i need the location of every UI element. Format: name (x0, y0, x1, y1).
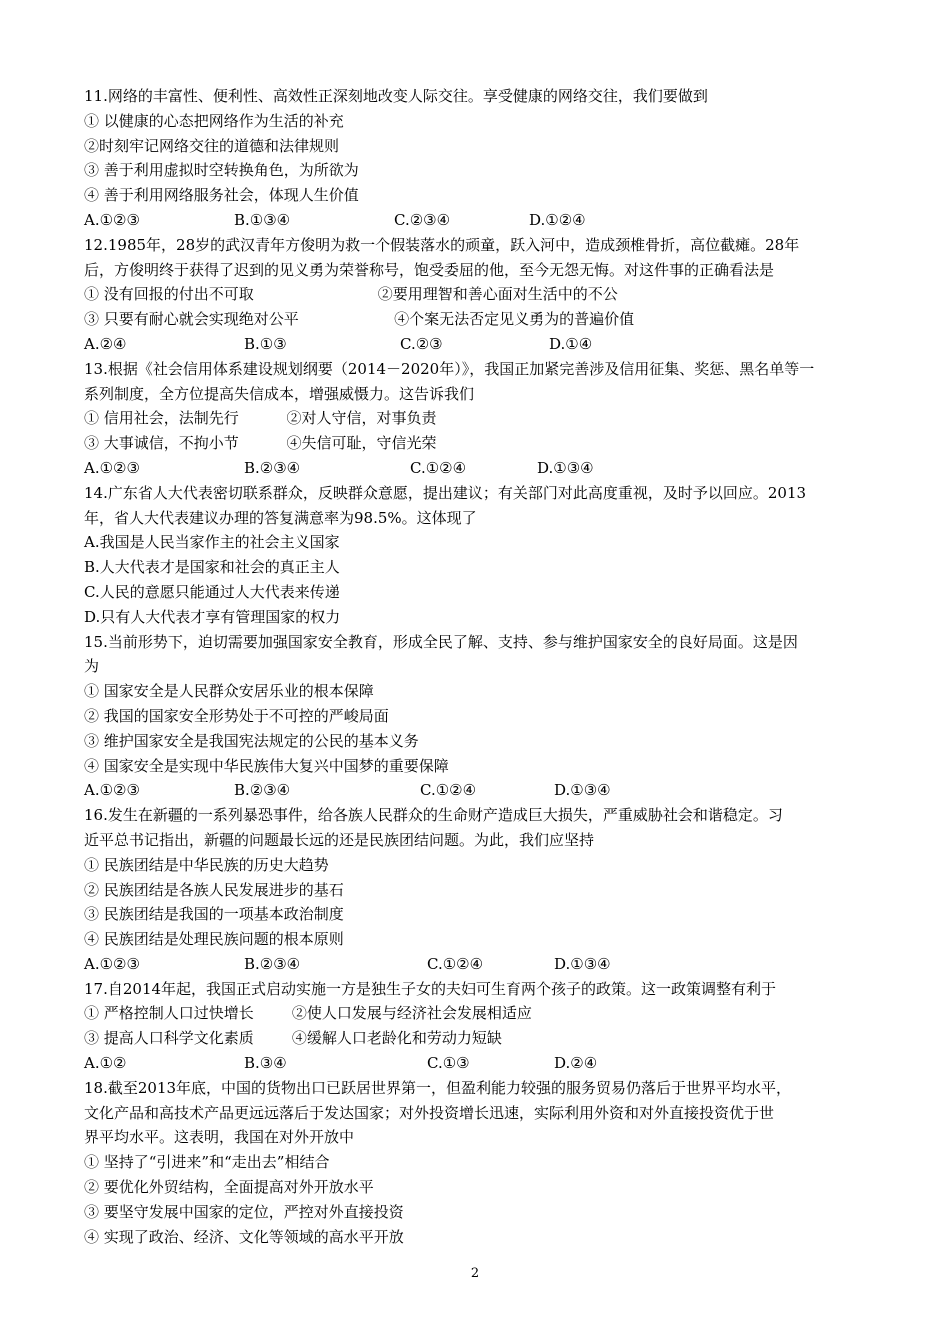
question-item: ① 以健康的心态把网络作为生活的补充 (84, 111, 344, 130)
question-item: ④ 民族团结是处理民族问题的根本原则 (84, 930, 344, 949)
answer-option: D.①②④ (529, 210, 586, 229)
question-block (84, 630, 874, 804)
answer-option: B.①③④ (234, 210, 291, 229)
question-item: ① 国家安全是人民群众安居乐业的根本保障 (84, 682, 374, 701)
question-stem: 文化产品和高技术产品更远远落后于发达国家；对外投资增长迅速，实际利用外资和对外直接投资优于世 (84, 1103, 775, 1122)
answer-option: B.②③④ (244, 954, 301, 973)
question-item: ③ 善于利用虚拟时空转换角色，为所欲为 (84, 161, 359, 180)
question-item: D.只有人大代表才享有管理国家的权力 (84, 607, 341, 626)
question-item: ④ 实现了政治、经济、文化等领域的高水平开放 (84, 1227, 404, 1246)
answer-options (84, 456, 874, 481)
question-stem: 界平均水平。这表明，我国在对外开放中 (84, 1128, 355, 1147)
question-item: ③ 提高人口科学文化素质 ④缓解人口老龄化和劳动力短缺 (84, 1029, 502, 1048)
question-stem: 15.当前形势下，迫切需要加强国家安全教育，形成全民了解、支持、参与维护国家安全的良好局面。这是因 (84, 632, 798, 651)
question-stem: 13.根据《社会信用体系建设规划纲要（2014－2020年）》，我国正加紧完善涉及信用征集、奖惩、黑名单等一 (84, 359, 815, 378)
question-item: B.人大代表才是国家和社会的真正主人 (84, 558, 340, 577)
question-item: ② 要优化外贸结构，全面提高对外开放水平 (84, 1178, 374, 1197)
answer-option: B.②③④ (244, 458, 301, 477)
answer-option: D.②④ (554, 1054, 598, 1073)
question-item: ③ 大事诚信，不拘小节 ④失信可耻，守信光荣 (84, 434, 437, 453)
question-item: ① 民族团结是中华民族的历史大趋势 (84, 855, 329, 874)
question-item: ① 严格控制人口过快增长 ②使人口发展与经济社会发展相适应 (84, 1004, 532, 1023)
answer-option: C.②③④ (394, 210, 451, 229)
answer-option: D.①③④ (554, 781, 611, 800)
question-block (84, 84, 874, 233)
question-stem: 近平总书记指出，新疆的问题最长远的还是民族团结问题。为此，我们应坚持 (84, 830, 595, 849)
question-block (84, 1076, 874, 1250)
question-stem: 系列制度，全方位提高失信成本，增强威慑力。这告诉我们 (84, 384, 475, 403)
answer-option: D.①③④ (537, 458, 594, 477)
answer-option: A.②④ (84, 334, 127, 353)
exam-page (84, 84, 874, 1249)
answer-option: B.②③④ (234, 781, 291, 800)
question-stem: 16.发生在新疆的一系列暴恐事件，给各族人民群众的生命财产造成巨大损失，严重威胁社会和谐稳定。习 (84, 806, 783, 825)
answer-option: A.①②③ (84, 781, 140, 800)
question-stem: 为 (84, 657, 100, 676)
answer-option: C.①③ (427, 1054, 470, 1073)
question-stem: 14.广东省人大代表密切联系群众，反映群众意愿，提出建议；有关部门对此高度重视，及时予以回应。2013 (84, 483, 807, 502)
question-block (84, 977, 874, 1076)
question-stem: 17.自2014年起，我国正式启动实施一方是独生子女的夫妇可生育两个孩子的政策。这一政策调整有利于 (84, 979, 777, 998)
answer-options (84, 952, 874, 977)
question-item: ③ 要坚守发展中国家的定位，严控对外直接投资 (84, 1202, 404, 1221)
question-item: ① 信用社会，法制先行 ②对人守信，对事负责 (84, 409, 437, 428)
question-stem: 12.1985年，28岁的武汉青年方俊明为救一个假装落水的顽童，跃入河中，造成颈椎骨折，高位截瘫。28年 (84, 235, 800, 254)
question-stem: 后，方俊明终于获得了迟到的见义勇为荣誉称号，饱受委屈的他，至今无怨无悔。对这件事的正确看法是 (84, 260, 775, 279)
answer-option: D.①④ (549, 334, 593, 353)
answer-options (84, 778, 874, 803)
answer-option: C.①②④ (420, 781, 477, 800)
question-item: ③ 维护国家安全是我国宪法规定的公民的基本义务 (84, 731, 419, 750)
question-item: ② 民族团结是各族人民发展进步的基石 (84, 880, 344, 899)
answer-option: B.③④ (244, 1054, 287, 1073)
answer-options (84, 332, 874, 357)
page-number: 2 (470, 1266, 480, 1281)
question-item: C.人民的意愿只能通过人大代表来传递 (84, 582, 340, 601)
answer-option: A.①②③ (84, 458, 140, 477)
question-item: ②时刻牢记网络交往的道德和法律规则 (84, 136, 340, 155)
answer-option: A.①② (84, 1054, 127, 1073)
answer-options (84, 208, 874, 233)
question-stem: 18.截至2013年底，中国的货物出口已跃居世界第一，但盈利能力较强的服务贸易仍落后于世界平均水平， (84, 1078, 792, 1097)
answer-option: C.②③ (400, 334, 443, 353)
question-item: ① 没有回报的付出不可取 ②要用理智和善心面对生活中的不公 (84, 285, 618, 304)
answer-option: B.①③ (244, 334, 287, 353)
question-item: ③ 只要有耐心就会实现绝对公平 ④个案无法否定见义勇为的普遍价值 (84, 310, 635, 329)
answer-option: D.①③④ (554, 954, 611, 973)
question-stem: 11.网络的丰富性、便利性、高效性正深刻地改变人际交往。享受健康的网络交往，我们要做到 (84, 87, 708, 105)
question-block (84, 803, 874, 977)
question-item: ② 我国的国家安全形势处于不可控的严峻局面 (84, 706, 389, 725)
answer-option: A.①②③ (84, 210, 140, 229)
answer-option: A.①②③ (84, 954, 140, 973)
question-block (84, 233, 874, 357)
question-item: ③ 民族团结是我国的一项基本政治制度 (84, 905, 344, 924)
question-block (84, 357, 874, 481)
answer-options (84, 1051, 874, 1076)
question-stem: 年，省人大代表建议办理的答复满意率为98.5%。这体现了 (84, 508, 477, 527)
question-block (84, 481, 874, 630)
question-item: ④ 善于利用网络服务社会，体现人生价值 (84, 186, 359, 205)
answer-option: C.①②④ (410, 458, 467, 477)
answer-option: C.①②④ (427, 954, 484, 973)
question-item: A.我国是人民当家作主的社会主义国家 (84, 533, 340, 552)
question-item: ① 坚持了“引进来”和“走出去”相结合 (84, 1153, 330, 1172)
question-item: ④ 国家安全是实现中华民族伟大复兴中国梦的重要保障 (84, 756, 449, 775)
